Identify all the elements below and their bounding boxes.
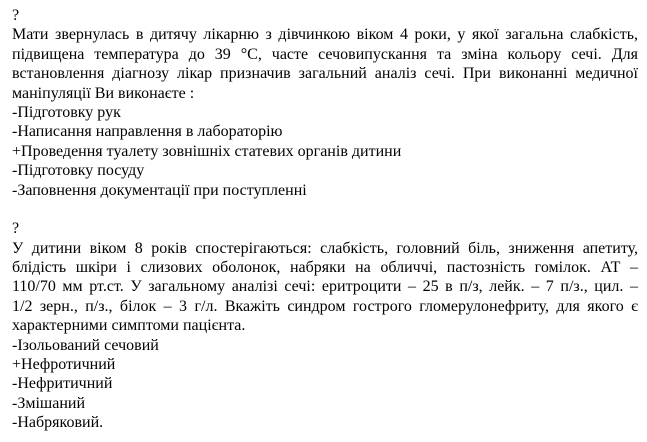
stem-line: підвищена температура до 39 °С, часте сечовипускання та зміна кольору сечі. Для bbox=[12, 45, 638, 63]
answer-option: -Заповнення документації при поступленні bbox=[12, 181, 307, 199]
stem-line: характерними симптоми пацієнта. bbox=[12, 317, 246, 335]
question-marker: ? bbox=[12, 7, 20, 24]
question-stem bbox=[12, 239, 638, 336]
stem-line: встановлення діагнозу лікар призначив загальний аналіз сечі. При виконанні медичної bbox=[12, 65, 638, 83]
stem-line: маніпуляції Ви виконаєте : bbox=[12, 84, 195, 102]
question-marker: ? bbox=[12, 220, 20, 238]
answer-option: -Набряковий. bbox=[12, 414, 104, 432]
stem-line: У дитини віком 8 років спостерігаються: слабкість, головний біль, зниження апетиту, bbox=[12, 239, 638, 257]
answer-option: -Підготовку рук bbox=[12, 103, 121, 121]
answer-option: -Нефритичний bbox=[12, 375, 113, 393]
document-page bbox=[12, 0, 638, 433]
answer-option: -Підготовку посуду bbox=[12, 162, 145, 180]
question-stem bbox=[12, 25, 638, 103]
stem-line: 110/70 мм рт.ст. У загальному аналізі сечі: еритроцити – 25 в п/з, лейк. – 7 п/з., цил. – bbox=[12, 278, 638, 296]
stem-line: 1/2 зерн., п/з., білок – 3 г/л. Вкажіть синдром гострого гломерулонефриту, для якого є bbox=[12, 297, 638, 315]
answer-option-correct: +Проведення туалету зовнішніх статевих органів дитини bbox=[12, 142, 402, 160]
answer-option: -Ізольований сечовий bbox=[12, 336, 159, 354]
answer-options bbox=[12, 103, 638, 200]
blank-line bbox=[12, 200, 638, 219]
answer-options bbox=[12, 336, 638, 433]
answer-option: -Змішаний bbox=[12, 394, 86, 412]
stem-line: блідість шкіри і слизових оболонок, набряки на обличчі, пастозність гомілок. АТ – bbox=[12, 259, 638, 277]
answer-option-correct: +Нефротичний bbox=[12, 356, 116, 374]
answer-option: -Написання направлення в лабораторію bbox=[12, 123, 283, 141]
question-block-1 bbox=[12, 0, 638, 200]
question-block-2 bbox=[12, 219, 638, 432]
stem-line: Мати звернулась в дитячу лікарню з дівчинкою віком 4 роки, у якої загальна слабкість, bbox=[12, 26, 638, 44]
